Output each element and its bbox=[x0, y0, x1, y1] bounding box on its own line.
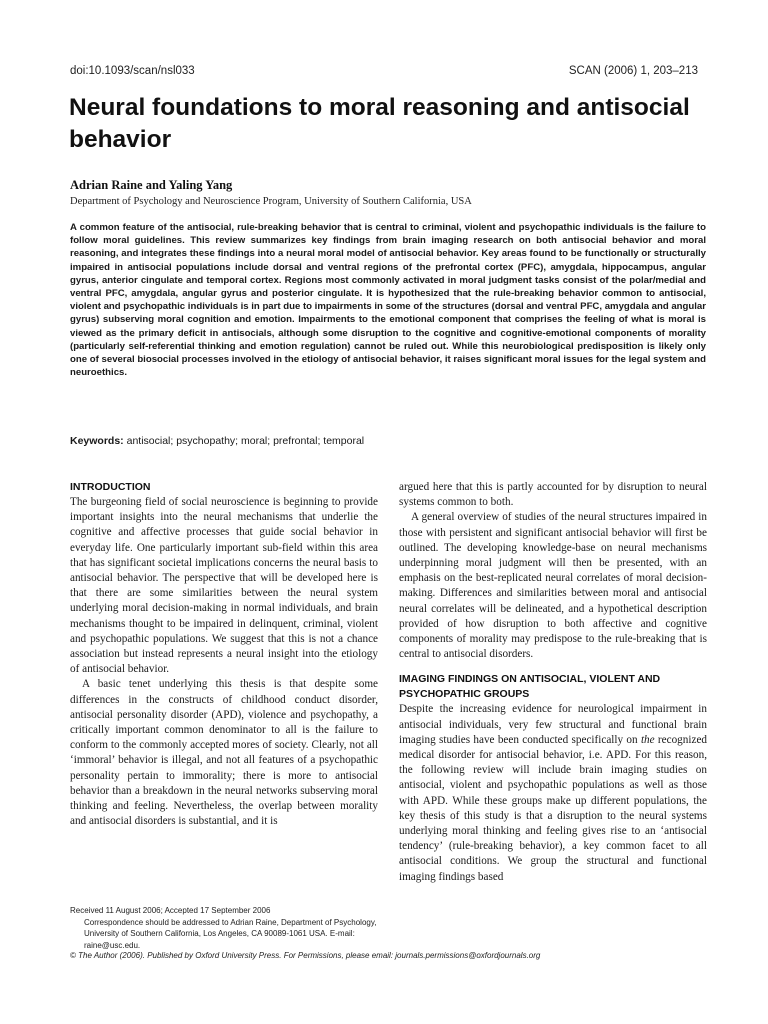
correspondence-note: Correspondence should be addressed to Adrian Raine, Department of Psychology, University of Southern California, Los Angeles, CA 90089-1061 USA. E-mail: raine@usc.edu. bbox=[84, 917, 377, 950]
author-list: Adrian Raine and Yaling Yang bbox=[70, 178, 233, 192]
keywords-label: Keywords: bbox=[70, 435, 124, 447]
imaging-text-part-1: Despite the increasing evidence for neurological impairment in antisocial individuals, very few structural and functional brain imaging studies have been conducted specifically on bbox=[399, 703, 707, 746]
section-heading-introduction: INTRODUCTION bbox=[70, 481, 151, 493]
article-footnote bbox=[70, 905, 380, 951]
section-heading-imaging-findings: IMAGING FINDINGS ON ANTISOCIAL, VIOLENT AND PSYCHOPATHIC GROUPS bbox=[399, 673, 661, 701]
article-title: Neural foundations to moral reasoning and antisocial behavior bbox=[69, 94, 690, 153]
author-affiliation: Department of Psychology and Neuroscience Program, University of Southern California, USA bbox=[70, 196, 472, 207]
intro-paragraph-2: A basic tenet underlying this thesis is that despite some differences in the constructs of childhood conduct disorder, antisocial personality disorder (APD), violence and psychopathy, a critically important common denominator to all is the failure to conform to the commonly accepted mores of society. Clearly, not all ‘immoral’ behavior is illegal, and not all features of a psychopathic personality pertain to immorality; there is more to antisocial behavior than a breakdown in the neural networks subserving moral thinking and feeling. Nevertheless, the overlap between morality and antisocial disorders is substantial, and it is bbox=[70, 678, 378, 828]
keywords-line bbox=[70, 435, 364, 447]
copyright-footer: © The Author (2006). Published by Oxford University Press. For Permissions, please email: journals.permissions@oxfordjournals.org bbox=[70, 951, 541, 960]
keywords-list: antisocial; psychopathy; moral; prefrontal; temporal bbox=[126, 435, 365, 447]
doi-text: doi:10.1093/scan/nsl033 bbox=[70, 65, 195, 77]
abstract: A common feature of the antisocial, rule-breaking behavior that is central to criminal, violent and psychopathic individuals is the failure to follow moral guidelines. This review summarizes key findings from brain imaging research on both antisocial behavior and moral reasoning, and integrates these findings into a neural moral model of antisocial behavior. Key areas found to be functionally or structurally impaired in antisocial populations include dorsal and ventral regions of the prefrontal cortex (PFC), amygdala, hippocampus, angular gyrus, anterior cingulate and temporal cortex. Regions most commonly activated in moral judgment tasks consist of the polar/medial and ventral PFC, amygdala, angular gyrus and posterior cingulate. It is hypothesized that the rule-breaking behavior common to antisocial, violent and psychopathic individuals is in part due to impairments in some of the structures (dorsal and ventral PFC, amygdala and angular gyrus) subserving moral cognition and emotion. Impairments to the emotional component that comprises the feeling of what is moral is viewed as the primary deficit in antisocials, although some disruption to the cognitive and cognitive-emotional components of morality (particularly self-referential thinking and emotion regulation) cannot be ruled out. While this neurobiological predisposition is likely only one of several biosocial processes involved in the etiology of antisocial behavior, it raises significant moral issues for the legal system and neuroethics. bbox=[70, 222, 706, 379]
imaging-text-part-2: recognized medical disorder for antisocial behavior, i.e. APD. For this reason, the following review will include brain imaging studies on antisocial, violent and psychopathic populations as well as those with APD. While these groups make up different populations, the key thesis of this study is that a disruption to the neural systems underlying moral thinking and feeling gives rise to an ‘antisocial tendency’ (rule-breaking behavior), a key common facet to all antisocial conditions. We group the structural and functional imaging findings based bbox=[399, 733, 707, 883]
imaging-emphasis-word: the bbox=[640, 733, 655, 746]
left-column bbox=[70, 480, 378, 829]
received-dates: Received 11 August 2006; Accepted 17 September 2006 bbox=[70, 906, 271, 915]
intro-paragraph-1: The burgeoning field of social neuroscience is beginning to provide important insights into the neural mechanisms that underlie the cognitive and affective processes that guide social behavior in everyday life. One particularly important sub-field within this area that has significant societal implications concerns the neural basis to antisocial behavior. The perspective that will be developed here is that there are some similarities between the neural system underlying moral decision-making in normal individuals, and brain mechanisms thought to be impaired in delinquent, criminal, violent and psychopathic populations. We suggest that this is not a chance association but instead represents a neural insight into the etiology of antisocial behavior. bbox=[70, 496, 378, 676]
imaging-paragraph-1 bbox=[399, 702, 707, 884]
journal-citation: SCAN (2006) 1, 203–213 bbox=[568, 65, 698, 77]
intro-paragraph-continued: argued here that this is partly accounted for by disruption to neural systems common to both. bbox=[399, 481, 707, 509]
section-spacer bbox=[399, 662, 707, 672]
right-column bbox=[399, 480, 707, 885]
intro-paragraph-overview: A general overview of studies of the neural structures impaired in those with persistent and significant antisocial behavior will first be outlined. The developing knowledge-base on neural mechanisms underpinning moral judgment will then be presented, with an emphasis on the best-replicated neural correlates of moral decision-making. Differences and similarities between moral and antisocial neural correlates will be delineated, and a hypothetical description provided of how disruption to both affective and cognitive components of morality may predispose to the rule-breaking that is central to antisocial disorders. bbox=[399, 511, 707, 661]
